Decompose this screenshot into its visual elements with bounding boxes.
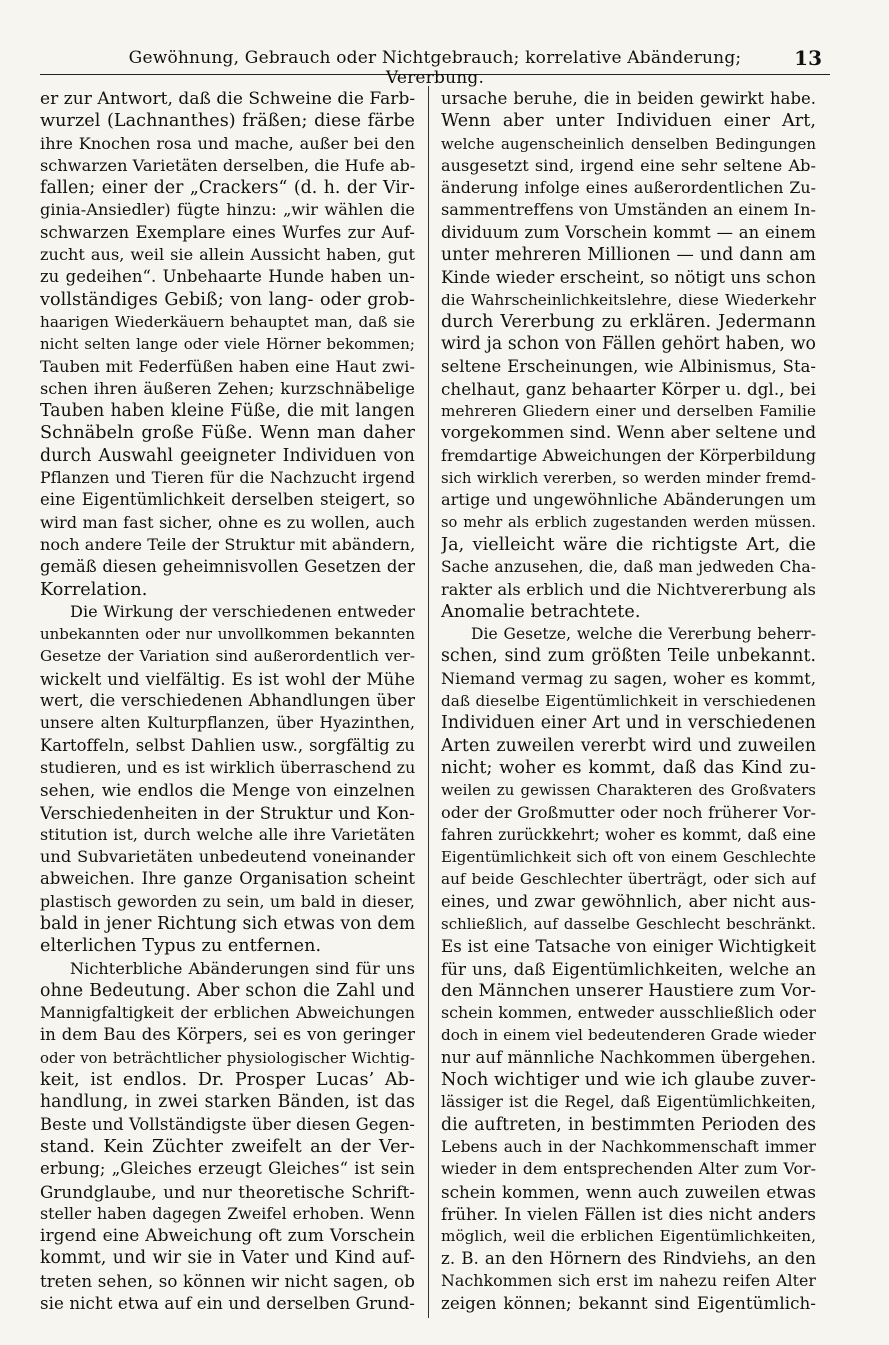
text-line: Beste und Vollständigste über diesen Gegen- <box>40 1114 415 1134</box>
text-line: Eigentümlichkeit sich oft von einem Geschlechte <box>441 848 816 867</box>
text-line: eines, und zwar gewöhnlich, aber nicht aus- <box>441 891 816 911</box>
text-line: durch Vererbung zu erklären. Jedermann <box>441 311 816 332</box>
page-header <box>40 46 830 88</box>
text-line: vorgekommen sind. Wenn aber seltene und <box>441 423 816 444</box>
page-number: 13 <box>794 46 822 70</box>
text-line: den Männchen unserer Haustiere zum Vor- <box>441 980 816 1001</box>
text-line: fallen; einer der „Crackers“ (d. h. der Vir- <box>40 178 415 199</box>
text-line: treten sehen, so können wir nicht sagen, ob <box>40 1270 415 1291</box>
text-line: schließlich, auf dasselbe Geschlecht beschränkt. <box>441 914 816 933</box>
text-line: chelhaut, ganz behaarter Körper u. dgl., bei <box>441 378 816 399</box>
text-line: Individuen einer Art und in verschiedenen <box>441 713 816 734</box>
text-line: wird man fast sicher, ohne es zu wollen, auch <box>40 512 415 532</box>
text-line: Arten zuweilen vererbt wird und zuweilen <box>441 735 816 756</box>
text-line: stitution ist, durch welche alle ihre Varietäten <box>40 824 415 844</box>
column-divider <box>428 86 429 1318</box>
text-line: wickelt und vielfältig. Es ist wohl der Mühe <box>40 668 415 689</box>
text-line: ihre Knochen rosa und mache, außer bei den <box>40 133 415 153</box>
text-line: Nachkommen sich erst im nahezu reifen Alter <box>441 1270 816 1290</box>
text-line: Lebens auch in der Nachkommenschaft immer <box>441 1137 816 1156</box>
text-line: Die Wirkung der verschiedenen entweder <box>70 601 415 621</box>
text-line: eine Eigentümlichkeit derselben steigert, so <box>40 490 415 510</box>
text-line: seltene Erscheinungen, wie Albinismus, Sta- <box>441 356 816 376</box>
text-line: und Subvarietäten unbedeutend voneinander <box>40 847 415 867</box>
text-line: sammentreffens von Umständen an einem In- <box>441 200 816 220</box>
text-line: ohne Bedeutung. Aber schon die Zahl und <box>40 980 415 1001</box>
text-line: ausgesetzt sind, irgend eine sehr seltene Ab- <box>441 155 816 175</box>
text-line: welche augenscheinlich denselben Bedingungen <box>441 134 816 153</box>
text-line: so mehr als erblich zugestanden werden müssen. <box>441 513 816 531</box>
text-line: zeigen können; bekannt sind Eigentümlich- <box>441 1293 816 1314</box>
text-line: artige und ungewöhnliche Abänderungen um <box>441 490 816 510</box>
text-line: oder von beträchtlicher physiologischer Wichtig- <box>40 1048 415 1067</box>
text-line: Wenn aber unter Individuen einer Art, <box>441 111 816 132</box>
text-line: weilen zu gewissen Charakteren des Großvaters <box>441 781 816 800</box>
text-line: erbung; „Gleiches erzeugt Gleiches“ ist sein <box>40 1159 415 1179</box>
text-line: fahren zurückkehrt; woher es kommt, daß eine <box>441 825 816 844</box>
text-line: schein kommen, entweder ausschließlich oder <box>441 1003 816 1023</box>
text-line: daß dieselbe Eigentümlichkeit in verschiedenen <box>441 692 816 711</box>
text-line: für uns, daß Eigentümlichkeiten, welche an <box>441 958 816 979</box>
text-line: änderung infolge eines außerordentlichen Zu- <box>441 178 816 198</box>
text-line: Korrelation. <box>40 579 148 600</box>
text-line: wurzel (Lachnanthes) fräßen; diese färbe <box>40 111 415 132</box>
text-line: Tauben haben kleine Füße, die mit langen <box>40 401 415 422</box>
text-line: schwarzen Exemplare eines Wurfes zur Auf- <box>40 222 415 242</box>
text-line: bald in jener Richtung sich etwas von dem <box>40 913 415 934</box>
text-line: schein kommen, wenn auch zuweilen etwas <box>441 1181 816 1202</box>
text-line: gemäß diesen geheimnisvollen Gesetzen der <box>40 557 415 577</box>
text-line: studieren, und es ist wirklich überraschend zu <box>40 757 415 777</box>
text-line: abweichen. Ihre ganze Organisation scheint <box>40 869 415 889</box>
text-line: nicht; woher es kommt, daß das Kind zu- <box>441 757 816 778</box>
text-line: wert, die verschiedenen Abhandlungen über <box>40 691 415 711</box>
text-line: haarigen Wiederkäuern behauptet man, daß sie <box>40 312 415 331</box>
text-line: Kartoffeln, selbst Dahlien usw., sorgfältig zu <box>40 735 415 755</box>
text-line: keit, ist endlos. Dr. Prosper Lucas’ Ab- <box>40 1070 415 1091</box>
text-line: vollständiges Gebiß; von lang- oder grob- <box>40 289 415 310</box>
text-line: wird ja schon von Fällen gehört haben, wo <box>441 334 816 355</box>
text-line: zu gedeihen“. Unbehaarte Hunde haben un- <box>40 267 415 287</box>
text-line: Pflanzen und Tieren für die Nachzucht irgend <box>40 468 415 488</box>
text-line: sie nicht etwa auf ein und derselben Grund- <box>40 1293 415 1314</box>
text-line: unsere alten Kulturpflanzen, über Hyazinthen, <box>40 714 415 733</box>
text-line: Mannigfaltigkeit der erblichen Abweichungen <box>40 1003 415 1023</box>
running-title: Gewöhnung, Gebrauch oder Nichtgebrauch; korrelative Abänderung; Vererbung. <box>128 48 742 88</box>
text-line: möglich, weil die erblichen Eigentümlichkeiten, <box>441 1227 816 1246</box>
text-line: Es ist eine Tatsache von einiger Wichtigkeit <box>441 936 816 957</box>
text-line: Gesetze der Variation sind außerordentlich ver- <box>40 647 415 666</box>
text-line: wieder in dem entsprechenden Alter zum Vor- <box>441 1159 816 1179</box>
text-line: Niemand vermag zu sagen, woher es kommt, <box>441 668 816 688</box>
text-line: zucht aus, weil sie allein Aussicht haben, gut <box>40 245 415 265</box>
text-line: Schnäbeln große Füße. Wenn man daher <box>40 423 415 444</box>
text-line: er zur Antwort, daß die Schweine die Farb- <box>40 89 415 109</box>
text-line: noch andere Teile der Struktur mit abändern, <box>40 534 415 554</box>
right-text-column <box>441 88 816 1323</box>
text-line: Anomalie betrachtete. <box>441 601 641 622</box>
text-line: die auftreten, in bestimmten Perioden des <box>441 1114 816 1135</box>
text-line: irgend eine Abweichung oft zum Vorschein <box>40 1226 415 1247</box>
text-line: Noch wichtiger und wie ich glaube zuver- <box>441 1070 816 1091</box>
text-line: auf beide Geschlechter überträgt, oder sich auf <box>441 870 816 889</box>
text-line: Tauben mit Federfüßen haben eine Haut zwi- <box>40 356 415 376</box>
text-line: steller haben dagegen Zweifel erhoben. Wenn <box>40 1203 415 1223</box>
text-line: Grundglaube, und nur theoretische Schrift- <box>40 1181 415 1202</box>
text-line: schen, sind zum größten Teile unbekannt. <box>441 646 816 667</box>
text-line: stand. Kein Züchter zweifelt an der Ver- <box>40 1136 415 1157</box>
text-line: doch in einem viel bedeutenderen Grade wieder <box>441 1026 816 1045</box>
text-line: oder der Großmutter oder noch früherer Vor- <box>441 802 816 822</box>
text-line: in dem Bau des Körpers, sei es von geringer <box>40 1025 415 1045</box>
text-line: nicht selten lange oder viele Hörner bekommen; <box>40 335 415 354</box>
text-line: unbekannten oder nur unvollkommen bekannten <box>40 625 415 644</box>
text-line: plastisch geworden zu sein, um bald in dieser, <box>40 891 415 911</box>
text-line: sehen, wie endlos die Menge von einzelnen <box>40 780 415 801</box>
text-line: kommt, und wir sie in Vater und Kind auf- <box>40 1248 415 1269</box>
text-line: durch Auswahl geeigneter Individuen von <box>40 445 415 466</box>
text-line: Die Gesetze, welche die Vererbung beherr- <box>471 625 816 644</box>
text-line: dividuum zum Vorschein kommt — an einem <box>441 222 816 242</box>
text-line: fremdartige Abweichungen der Körperbildung <box>441 445 816 465</box>
text-line: Verschiedenheiten in der Struktur und Kon- <box>40 802 415 823</box>
text-line: schwarzen Varietäten derselben, die Hufe ab- <box>40 155 415 175</box>
text-line: handlung, in zwei starken Bänden, ist das <box>40 1092 415 1113</box>
text-line: ursache beruhe, die in beiden gewirkt habe. <box>441 89 816 108</box>
text-line: lässiger ist die Regel, daß Eigentümlichkeiten, <box>441 1093 816 1112</box>
text-line: Nichterbliche Abänderungen sind für uns <box>70 958 415 978</box>
text-line: unter mehreren Millionen — und dann am <box>441 245 816 266</box>
text-line: rakter als erblich und die Nichtvererbung als <box>441 579 816 599</box>
text-line: elterlichen Typus zu entfernen. <box>40 936 322 957</box>
text-line: Ja, vielleicht wäre die richtigste Art, die <box>441 534 816 555</box>
text-line: sich wirklich vererben, so werden minder fremd- <box>441 469 816 488</box>
text-line: schen ihren äußeren Zehen; kurzschnäbelige <box>40 378 415 398</box>
text-line: früher. In vielen Fällen ist dies nicht anders <box>441 1203 816 1224</box>
text-line: die Wahrscheinlichkeitslehre, diese Wiederkehr <box>441 290 816 309</box>
text-line: z. B. an den Hörnern des Rindviehs, an den <box>441 1248 816 1269</box>
left-text-column <box>40 88 415 1323</box>
text-line: ginia-Ansiedler) fügte hinzu: „wir wählen die <box>40 200 415 220</box>
text-line: Sache anzusehen, die, daß man jedweden Cha- <box>441 558 816 577</box>
text-line: nur auf männliche Nachkommen übergehen. <box>441 1047 816 1067</box>
text-line: Kinde wieder erscheint, so nötigt uns schon <box>441 267 816 288</box>
text-line: mehreren Gliedern einer und derselben Familie <box>441 402 816 421</box>
